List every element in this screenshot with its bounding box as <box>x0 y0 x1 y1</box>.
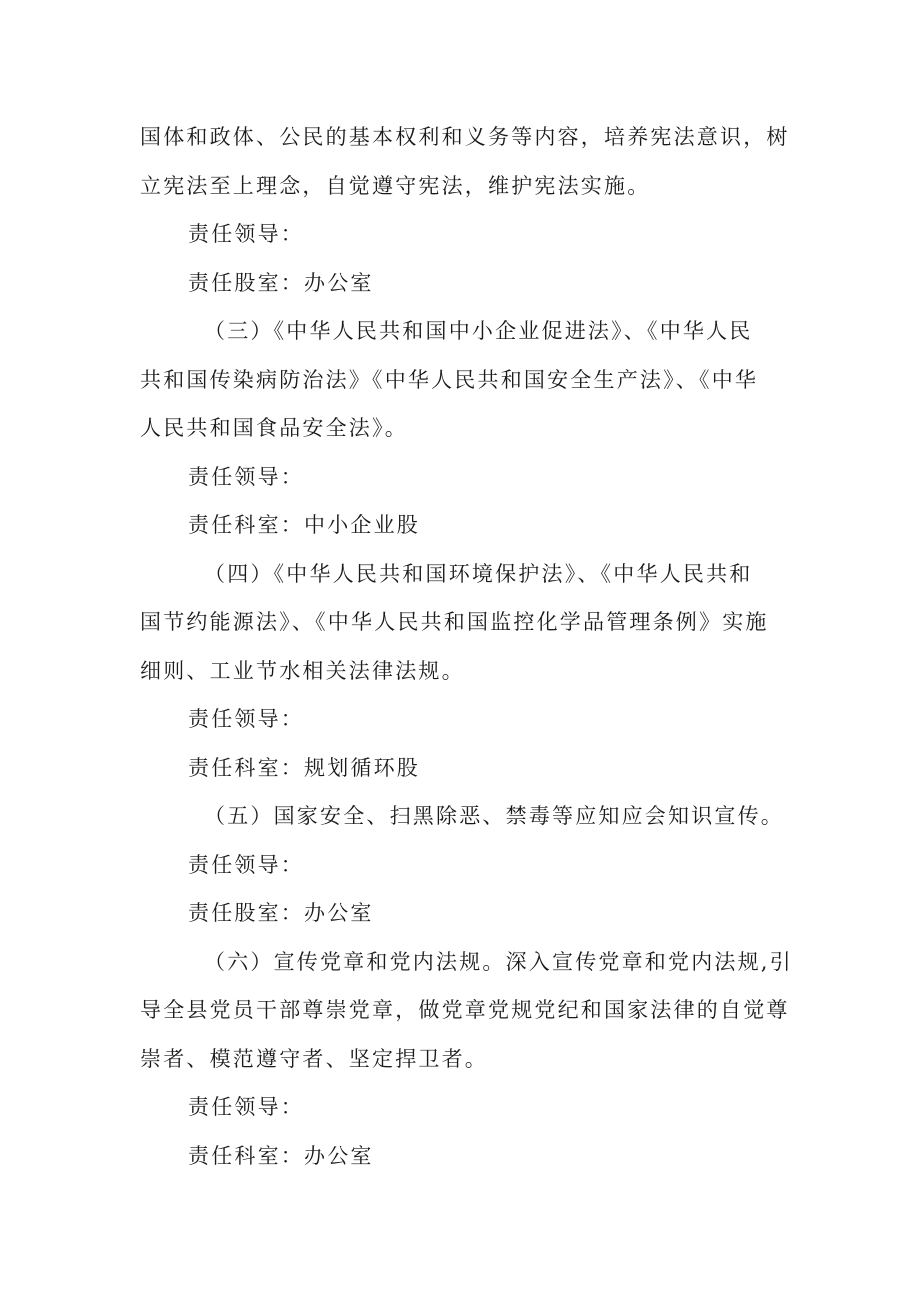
responsible-leader-label: 责任领导： <box>188 464 304 489</box>
responsible-office-label: 责任科室：办公室 <box>188 1143 374 1168</box>
responsible-office-label: 责任股室：办公室 <box>188 901 374 925</box>
section-heading-6: （六）宣传党章和党内法规。深入宣传党章和党内法规,引 <box>204 949 793 974</box>
paragraph-line: 细则、工业节水相关法律法规。 <box>140 658 465 683</box>
paragraph-line: 人民共和国食品安全法》。 <box>140 416 408 440</box>
responsible-office-label: 责任科室：中小企业股 <box>188 513 420 537</box>
paragraph-line: 共和国传染病防治法》《中华人民共和国安全生产法》、《中华 <box>140 367 759 392</box>
paragraph-line: 崇者、模范遵守者、坚定捍卫者。 <box>140 1046 488 1071</box>
paragraph-line: 国体和政体、公民的基本权利和义务等内容，培养宪法意识，树 <box>140 125 790 149</box>
responsible-office-label: 责任股室：办公室 <box>188 270 374 295</box>
responsible-leader-label: 责任领导： <box>188 222 304 246</box>
section-heading-5: （五）国家安全、扫黑除恶、禁毒等应知应会知识宣传。 <box>204 804 784 828</box>
document-page <box>140 113 793 1180</box>
section-heading-4: （四）《中华人民共和国环境保护法》、《中华人民共和 <box>204 561 753 586</box>
paragraph-line: 国节约能源法》、《中华人民共和国监控化学品管理条例》实施 <box>140 610 769 634</box>
paragraph-line: 导全县党员干部尊崇党章，做党章党规党纪和国家法律的自觉尊 <box>140 998 790 1022</box>
responsible-office-label: 责任科室：规划循环股 <box>188 755 420 780</box>
responsible-leader-label: 责任领导： <box>188 1095 304 1119</box>
paragraph-line: 立宪法至上理念，自觉遵守宪法，维护宪法实施。 <box>140 173 651 198</box>
responsible-leader-label: 责任领导： <box>188 707 304 731</box>
section-heading-3: （三）《中华人民共和国中小企业促进法》、《中华人民 <box>204 319 753 343</box>
responsible-leader-label: 责任领导： <box>188 852 304 877</box>
